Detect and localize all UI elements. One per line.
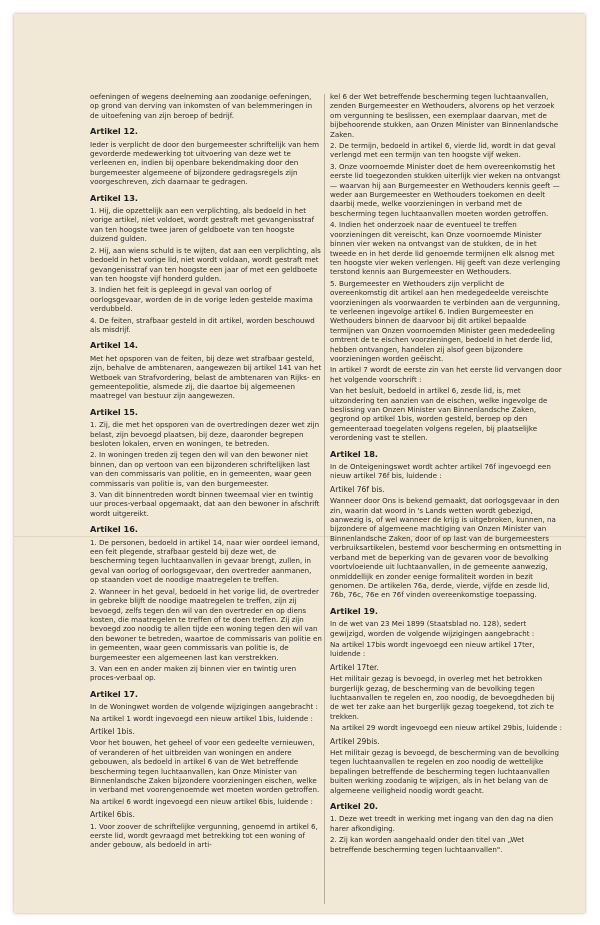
paragraph: 4. Indien het onderzoek naar de eventueel te treffen voorzieningen dit vereischt, kan Onze voornoemde Minister binnen vier weken na ontvangst van de stukken, de in het tweede en in het derde lid genoemde termijnen elk alsnog met ten hoogste vier weken verlengen. Hij geeft van deze verlenging terstond kennis aan Burgemeester en Wethouders.: [330, 220, 561, 277]
sub-article-heading: Artikel 17ter.: [330, 662, 379, 672]
paragraph: 3. Onze voornoemde Minister doet de hem overeenkomstig het eerste lid toegezonden stukken uiterlijk vier weken na ontvangst — waarvan hij aan Burgemeester en Wethouders kennis geeft — weder aan Burgemeester en Wethouders toekomen en deelt daarbij mede, welke voorzieningen in verband met de bescherming tegen luchtaanvallen moeten worden getroffen.: [330, 161, 561, 218]
paragraph: In de Onteigeningswet wordt achter artikel 76f ingevoegd een nieuw artikel 76f bis, luidende :: [330, 462, 551, 481]
paragraph: 2. Hij, aan wiens schuld is te wijten, dat aan een verplichting, als bedoeld in het vorige lid, niet wordt voldaan, wordt gestraft met gevangenisstraf van ten hoogste een jaar of met een geldboete van ten hoogste vijf honderd gulden.: [90, 245, 321, 283]
sub-article-heading: Artikel 29bis.: [330, 736, 380, 746]
paragraph: Wanneer door Ons is bekend gemaakt, dat oorlogsgevaar in den zin, waarin dat woord in 's Lands wetten wordt gebezigd, aanwezig is, of wel wanneer de krijg is uitgebroken, kunnen, na bijzondere of algemeene machtiging van Onzen Minister van Binnenlandsche Zaken, door of op last van de burgemeesters verbruiksartikelen, bestemd voor bescherming en ontsmetting in verband met de beperking van de gevaren voor de bevolking voortvloeiende uit luchtaanvallen, in de gemeente aanwezig, onmiddellijk en zonder eenige formaliteit worden in bezit genomen. De artikelen 76a, derde, vierde, vijfde en zesde lid, 76b, 76c, 76e en 76f vinden overeenkomstige toepassing.: [330, 496, 562, 600]
column-divider: [324, 94, 325, 904]
left-column: [90, 92, 322, 907]
article-heading: Artikel 17.: [90, 688, 139, 699]
paragraph: kel 6 der Wet betreffende bescherming tegen luchtaanvallen, zenden Burgemeester en Wethouders, alvorens op het verzoek om vergunning te beslissen, een exemplaar daarvan, met de bijbehoorende stukken, aan Onzen Minister van Binnenlandsche Zaken.: [330, 92, 559, 139]
paragraph: Ieder is verplicht de door den burgemeester schriftelijk van hem gevorderde medewerking tot uitvoering van deze wet te verleenen en, indien bij openbare bekendmaking door den burgemeester algemeene of bijzondere gedragsregels zijn voorgeschreven, zich daarnaar te gedragen.: [90, 139, 320, 187]
paragraph: Na artikel 6 wordt ingevoegd een nieuw artikel 6bis, luidende :: [90, 796, 313, 806]
paragraph: 1. De personen, bedoeld in artikel 14, naar wier oordeel iemand, een feit plegende, strafbaar gesteld bij deze wet, de bescherming tegen luchtaanvallen in gevaar brengt, zullen, in geval van oorlog of oorlogsgevaar, den overtreder aanmanen, op staanden voet de noodige maatregelen te treffen.: [90, 537, 320, 585]
paragraph: Het militair gezag is bevoegd, in overleg met het betrokken burgerlijk gezag, de bescherming van de bevolking tegen luchtaanvallen te regelen en, zoo noodig, de bevoegdheden bij de wet ter zake aan het burgerlijk gezag toegekend, tot zich te trekken.: [330, 674, 555, 721]
paragraph: Na artikel 1 wordt ingevoegd een nieuw artikel 1bis, luidende :: [90, 713, 313, 723]
article-heading: Artikel 14.: [90, 340, 139, 351]
paragraph: 5. Burgemeester en Wethouders zijn verplicht de overeenkomstig dit artikel aan hen medegedeelde vereischte voorzieningen als voorwaarden te verbinden aan de vergunning, te verleenen ingevolge artikel 6. Indien Burgemeester en Wethouders binnen de daarvoor bij dit artikel bepaalde termijnen van Onzen voornoemden Minister geen mededeeling omtrent de te eischen voorzieningen, bedoeld in het derde lid, hebben ontvangen, handelen zij alsof geen bijzondere voorzieningen worden geëischt.: [330, 278, 561, 363]
sub-article-heading: Artikel 6bis.: [90, 810, 135, 820]
paragraph: 2. De termijn, bedoeld in artikel 6, vierde lid, wordt in dat geval verlengd met een termijn van ten hoogste vijf weken.: [330, 141, 556, 160]
paragraph: 2. Zij kan worden aangehaald onder den titel van „Wet betreffende bescherming tegen luchtaanvallen".: [330, 835, 525, 854]
paragraph: 3. Van een en ander maken zij binnen vier en twintig uren proces-verbaal op.: [90, 663, 297, 683]
paragraph: 1. Deze wet treedt in werking met ingang van den dag na dien harer afkondiging.: [330, 814, 554, 833]
article-heading: Artikel 15.: [90, 406, 139, 417]
right-column: [330, 92, 562, 907]
paragraph: oefeningen of wegens deelneming aan zoodanige oefeningen, op grond van derving van inkomsten of van belemmeringen in de uitoefening van zijn beroep of bedrijf.: [90, 92, 313, 120]
paragraph: In de wet van 23 Mei 1899 (Staatsblad no. 128), sedert gewijzigd, worden de volgende wijzigingen aangebracht :: [330, 619, 535, 638]
paragraph: Van het besluit, bedoeld in artikel 6, zesde lid, is, met uitzondering ten aanzien van de eischen, welke ingevolge de beslissing van Onzen Minister van Binnenlandsche Zaken, gegrond op artikel 1bis, worden gesteld, beroep op den gemeenteraad toegelaten volgens regelen, bij plaatselijke verordening vast te stellen.: [330, 386, 548, 443]
article-heading: Artikel 13.: [90, 192, 139, 203]
paragraph: Na artikel 29 wordt ingevoegd een nieuw artikel 29bis, luidende :: [330, 723, 562, 733]
article-heading: Artikel 18.: [330, 448, 379, 459]
paragraph: 1. Zij, die met het opsporen van de overtredingen dezer wet zijn belast, zijn bevoegd plaatsen, bij deze, daaronder begrepen besloten lokalen, erven en woningen, te betreden.: [90, 420, 320, 448]
document-page: [14, 14, 585, 913]
paragraph: 1. Hij, die opzettelijk aan een verplichting, als bedoeld in het vorige artikel, niet voldoet, wordt gestraft met gevangenisstraf van ten hoogste twee jaren of geldboete van ten hoogste duizend gulden.: [90, 206, 315, 244]
paragraph: In artikel 7 wordt de eerste zin van het eerste lid vervangen door het volgende voorschrift :: [330, 365, 562, 384]
article-heading: Artikel 19.: [330, 605, 379, 616]
article-heading: Artikel 20.: [330, 801, 379, 812]
sub-article-heading: Artikel 1bis.: [90, 726, 135, 736]
paragraph: 2. Wanneer in het geval, bedoeld in het vorige lid, de overtreder in gebreke blijft de noodige maatregelen te treffen, zijn zij bevoegd, zelfs tegen den wil van den overtreder en op diens kosten, die maatregelen te treffen of te doen treffen. Zij zijn bevoegd zoo noodig te allen tijde een woning tegen den wil van den bewoner te betreden, waartoe de commissaris van politie en in gemeenten, waar geen commissaris van politie is, de burgemeester een algemeenen last kan verstrekken.: [90, 586, 322, 662]
paragraph: 3. Van dit binnentreden wordt binnen tweemaal vier en twintig uur proces-verbaal opgemaakt, dat aan den bewoner in afschrift wordt uitgereikt.: [90, 490, 320, 518]
sub-article-heading: Artikel 76f bis.: [330, 484, 385, 494]
paragraph: Na artikel 17bis wordt ingevoegd een nieuw artikel 17ter, luidende :: [330, 639, 535, 659]
paragraph: Met het opsporen van de feiten, bij deze wet strafbaar gesteld, zijn, behalve de ambtenaren, aangewezen bij artikel 141 van het Wetboek van Strafvordering, belast de ambtenaren van Rijks- en gemeentepolitie, alsmede zij, die daartoe bij algemeenen maatregel van bestuur zijn aangewezen.: [90, 353, 322, 401]
paragraph: In de Woningwet worden de volgende wijzigingen aangebracht :: [90, 702, 318, 712]
article-heading: Artikel 16.: [90, 524, 139, 535]
paragraph: Voor het bouwen, het geheel of voor een gedeelte vernieuwen, of veranderen of het uitbreiden van woningen en andere gebouwen, als bedoeld in artikel 6 van de Wet betreffende bescherming tegen luchtaanvallen, kan Onze Minister van Binnenlandsche Zaken bijzondere voorzieningen eischen, welke in verband met voorengenoemde wet moeten worden getroffen.: [90, 738, 320, 795]
paragraph: 2. In woningen treden zij tegen den wil van den bewoner niet binnen, dan op vertoon van een bijzonderen schriftelijken last van den commissaris van politie, en in gemeenten, waar geen commissaris van politie is, van den burgemeester.: [90, 450, 312, 488]
paragraph: 3. Indien het feit is gepleegd in geval van oorlog of oorlogsgevaar, worden de in de vorige leden gestelde maxima verdubbeld.: [90, 285, 313, 314]
article-heading: Artikel 12.: [90, 126, 139, 137]
paragraph: Het militair gezag is bevoegd, de bescherming van de bevolking tegen luchtaanvallen te regelen en zoo noodig de wettelijke bepalingen betreffende de bescherming tegen luchtaanvallen buiten werking zoodanig te wijzigen, als in het belang van de algemeene veiligheid noodig wordt geacht.: [330, 748, 559, 795]
paragraph: 1. Voor zoover de schriftelijke vergunning, genoemd in artikel 6, eerste lid, wordt gevraagd met betrekking tot een woning of ander gebouw, als bedoeld in arti-: [90, 821, 318, 850]
paragraph: 4. De feiten, strafbaar gesteld in dit artikel, worden beschouwd als misdrijf.: [90, 315, 315, 334]
